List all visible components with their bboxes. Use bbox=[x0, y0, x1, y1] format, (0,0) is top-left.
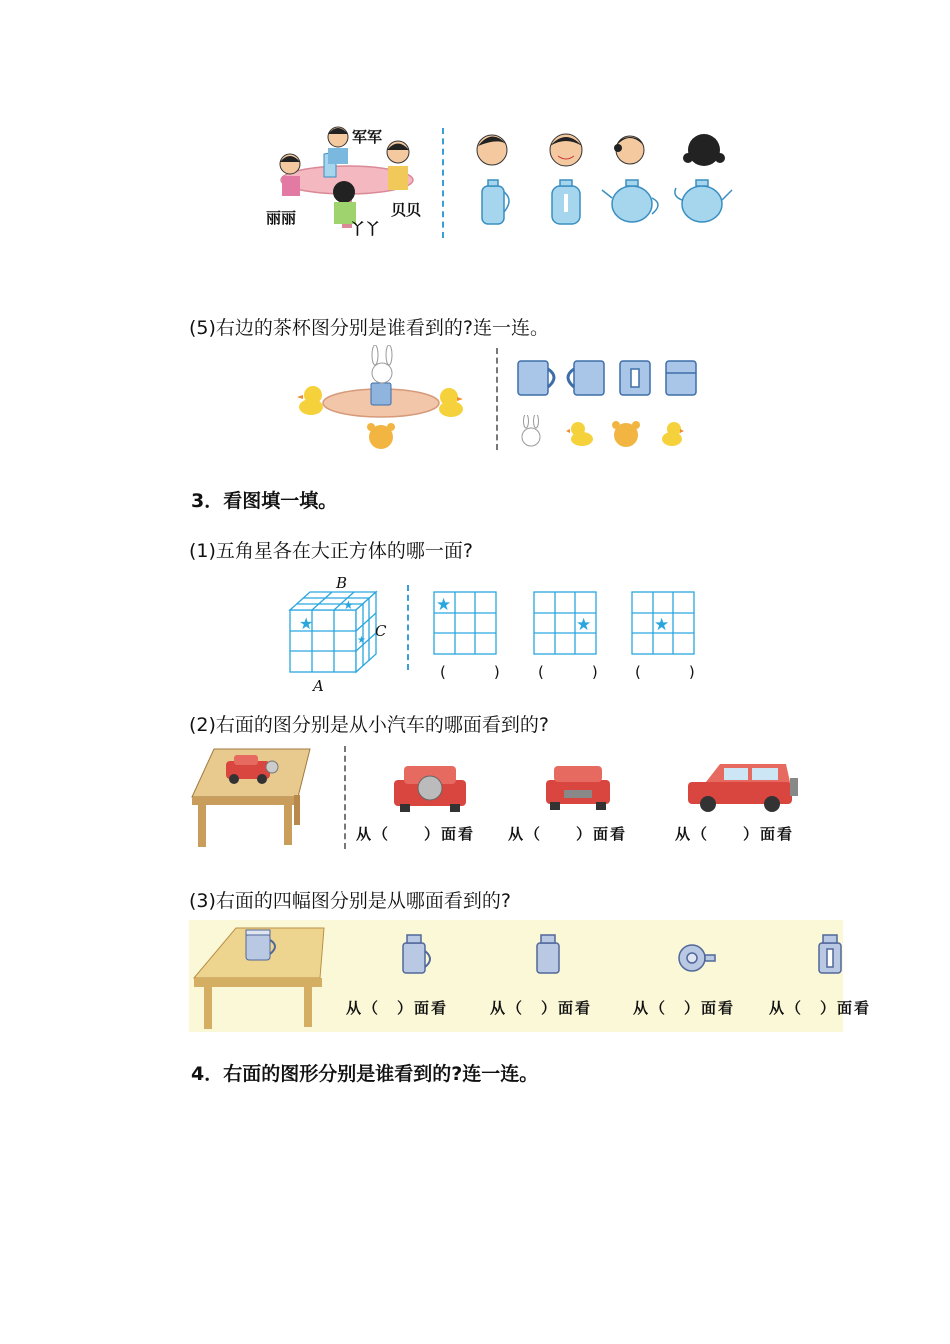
teapot-view-3 bbox=[602, 180, 658, 222]
star-icon-front: ★ bbox=[299, 614, 314, 633]
animal-faces-row bbox=[512, 415, 702, 451]
question-3-3-text: (3)右面的四幅图分别是从哪面看到的? bbox=[189, 890, 511, 912]
svg-text:★: ★ bbox=[654, 615, 670, 635]
mug-view-1 bbox=[403, 935, 430, 973]
teapot-view-1 bbox=[482, 180, 509, 224]
blank-1[interactable]: ( ) bbox=[440, 663, 506, 681]
blank-3[interactable]: ( ) bbox=[635, 663, 701, 681]
rabbit-table-scene bbox=[293, 345, 468, 450]
cube-label-a: A bbox=[313, 677, 324, 695]
name-junjun: 军军 bbox=[352, 128, 383, 146]
blank-2[interactable]: ( ) bbox=[538, 663, 604, 681]
divider-line-3 bbox=[407, 585, 409, 670]
star-icon-right: ★ bbox=[357, 635, 366, 646]
mug-fill-1[interactable]: 从（ ）面看 bbox=[346, 999, 449, 1017]
star-icon-top: ★ bbox=[343, 598, 354, 612]
duck-icon-1 bbox=[566, 422, 593, 446]
mug-fill-3[interactable]: 从（ ）面看 bbox=[633, 999, 736, 1017]
mug-view-4 bbox=[819, 935, 841, 973]
mug-fill-4[interactable]: 从（ ）面看 bbox=[769, 999, 872, 1017]
name-lili: 丽丽 bbox=[266, 209, 297, 227]
car-side-view bbox=[688, 764, 798, 812]
cup-views-row bbox=[512, 355, 702, 400]
name-yaya: 丫丫 bbox=[350, 220, 381, 238]
car-fill-2[interactable]: 从（ ）面看 bbox=[508, 825, 628, 843]
car-fill-3[interactable]: 从（ ）面看 bbox=[675, 825, 795, 843]
cup-view-2 bbox=[568, 361, 604, 395]
car-fill-1[interactable]: 从（ ）面看 bbox=[356, 825, 476, 843]
cube-label-b: B bbox=[336, 574, 348, 592]
children-heads-row bbox=[470, 128, 740, 172]
face-grids bbox=[430, 590, 700, 656]
head-view-1 bbox=[477, 135, 507, 165]
question-3-2-text: (2)右面的图分别是从小汽车的哪面看到的? bbox=[189, 714, 549, 736]
mug-view-2 bbox=[537, 935, 559, 973]
question-3-1-text: (1)五角星各在大正方体的哪一面? bbox=[189, 540, 473, 562]
teapot-views-row bbox=[470, 176, 740, 230]
svg-text:★: ★ bbox=[436, 595, 452, 615]
car-front-view bbox=[546, 766, 610, 810]
head-view-2 bbox=[550, 134, 582, 166]
divider-line-4 bbox=[344, 746, 346, 849]
bear-icon bbox=[612, 421, 640, 447]
car-on-table-scene bbox=[190, 745, 312, 850]
mug-on-table-scene bbox=[192, 920, 342, 1032]
cup-view-1 bbox=[518, 361, 554, 395]
name-beibei: 贝贝 bbox=[391, 201, 422, 219]
mug-view-3 bbox=[679, 945, 715, 971]
divider-line-2 bbox=[496, 348, 498, 450]
mug-fill-2[interactable]: 从（ ）面看 bbox=[490, 999, 593, 1017]
head-view-3 bbox=[614, 136, 644, 164]
rabbit-icon bbox=[522, 415, 540, 446]
mug-views-row bbox=[395, 933, 855, 978]
duck-icon-2 bbox=[662, 422, 684, 446]
teapot-view-4 bbox=[675, 180, 732, 222]
svg-text:★: ★ bbox=[576, 615, 592, 635]
cube-label-c: C bbox=[375, 622, 387, 640]
cup-view-4 bbox=[666, 361, 696, 395]
divider-line-1 bbox=[442, 128, 444, 238]
question-4-title: 4．右面的图形分别是谁看到的?连一连。 bbox=[191, 1063, 539, 1085]
car-rear-view bbox=[394, 766, 466, 812]
question-5-text: (5)右边的茶杯图分别是谁看到的?连一连。 bbox=[189, 317, 549, 339]
car-views-row bbox=[390, 760, 800, 815]
teapot-view-2 bbox=[552, 180, 580, 224]
cup-view-3 bbox=[620, 361, 650, 395]
question-3-title: 3．看图填一填。 bbox=[191, 490, 338, 512]
head-view-4 bbox=[683, 134, 725, 166]
